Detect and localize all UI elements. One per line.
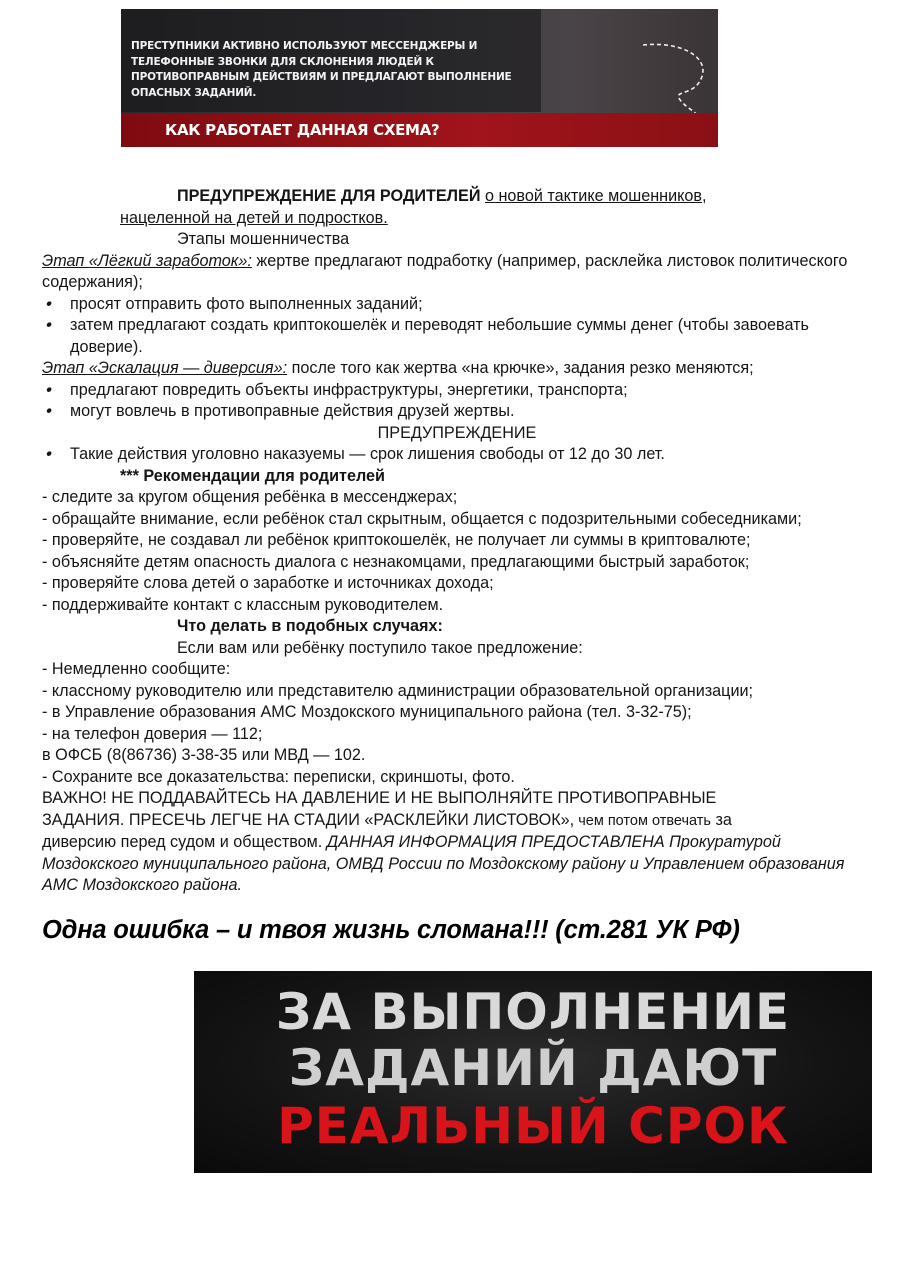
- bottom-banner-line3: РЕАЛЬНЫЙ СРОК: [277, 1097, 789, 1155]
- recommendation-item: - проверяйте слова детей о заработке и источниках дохода;: [42, 574, 494, 592]
- warning-heading: [42, 186, 872, 208]
- action-item: - на телефон доверия — 112;: [42, 724, 263, 743]
- banner-red-bar: [121, 113, 718, 147]
- action-item: - в Управление образования АМС Моздокского муниципального района (тел. 3-32-75);: [42, 703, 692, 721]
- important-info: [42, 832, 872, 897]
- warning-heading-rest-1: о новой тактике мошенников,: [484, 187, 707, 205]
- bottom-banner-line2: ЗАДАНИЙ ДАЮТ: [288, 1039, 778, 1097]
- important-line1: ВАЖНО! НЕ ПОДДАВАЙТЕСЬ НА ДАВЛЕНИЕ И НЕ ВЫПОЛНЯЙТЕ ПРОТИВОПРАВНЫЕ: [42, 789, 717, 807]
- action-item: - Сохраните все доказательства: переписки, скриншоты, фото.: [42, 767, 515, 786]
- actions-title: Что делать в подобных случаях:: [177, 617, 443, 635]
- important-line2: [42, 810, 872, 833]
- recommendation-item: - обращайте внимание, если ребёнок стал скрытным, общается с подозрительными собеседниками;: [42, 509, 802, 528]
- recommendation-item: - проверяйте, не создавал ли ребёнок криптокошелёк, не получает ли суммы в криптовалюте;: [42, 531, 751, 549]
- bottom-banner: [194, 971, 872, 1173]
- recommendation-item: - следите за кругом общения ребёнка в мессенджерах;: [42, 488, 458, 506]
- stage1-bullet: • просят отправить фото выполненных заданий;: [42, 294, 872, 316]
- action-item: - классному руководителю или представителю администрации образовательной организации;: [42, 681, 754, 700]
- stage2-label: Этап «Эскалация — диверсия»:: [42, 359, 288, 377]
- stage2-intro: [42, 358, 872, 380]
- top-banner: [121, 9, 718, 147]
- stage1-label: Этап «Лёгкий заработок»:: [42, 251, 252, 270]
- stage1-intro: [42, 251, 872, 294]
- document-body: [42, 186, 872, 897]
- warning-heading-rest-2: нацеленной на детей и подростков.: [120, 208, 388, 227]
- banner-question: КАК РАБОТАЕТ ДАННАЯ СХЕМА?: [165, 121, 440, 139]
- important-line3: диверсию перед судом и обществом.: [42, 833, 323, 851]
- caution-bullet: • Такие действия уголовно наказуемы — срок лишения свободы от 12 до 30 лет.: [42, 444, 872, 466]
- banner-intro-text: ПРЕСТУПНИКИ АКТИВНО ИСПОЛЬЗУЮТ МЕССЕНДЖЕРЫ И ТЕЛЕФОННЫЕ ЗВОНКИ ДЛЯ СКЛОНЕНИЯ ЛЮДЕЙ К ПРОТИВОПРАВНЫМ ДЕЙСТВИЯМ И ПРЕДЛАГАЮТ ВЫПОЛНЕНИЕ ОПАСНЫХ ЗАДАНИЙ.: [131, 40, 512, 99]
- important-small-tail: чем потом отвечать: [574, 812, 711, 829]
- info-credits: ДАННАЯ ИНФОРМАЦИЯ ПРЕДОСТАВЛЕНА Прокуратурой Моздокского муниципального района, ОМВД России по Моздокскому району и Управлением образования АМС Моздокского района.: [42, 833, 845, 894]
- warning-heading-bold: ПРЕДУПРЕЖДЕНИЕ ДЛЯ РОДИТЕЛЕЙ: [177, 187, 481, 205]
- recommendations-title: *** Рекомендации для родителей: [120, 466, 385, 485]
- stage1-bullet: • затем предлагают создать криптокошелёк и переводят небольшие суммы денег (чтобы завоевать доверие).: [42, 315, 872, 358]
- recommendation-item: - поддерживайте контакт с классным руководителем.: [42, 595, 444, 614]
- actions-subtitle: Если вам или ребёнку поступило такое предложение:: [177, 638, 583, 657]
- slogan: Одна ошибка – и твоя жизнь сломана!!! (ст.281 УК РФ): [42, 916, 740, 944]
- warning-heading-line2: [42, 208, 872, 230]
- stage1-text: жертве предлагают подработку (например, расклейка листовок политического содержания);: [42, 251, 848, 291]
- action-item: в ОФСБ (8(86736) 3-38-35 или МВД — 102.: [42, 746, 366, 764]
- recommendation-item: - объясняйте детям опасность диалога с незнакомцами, предлагающими быстрый заработок;: [42, 552, 750, 571]
- stages-title: Этапы мошенничества: [177, 230, 350, 248]
- action-item: - Немедленно сообщите:: [42, 660, 231, 678]
- important-tail2: за: [710, 810, 732, 829]
- stage2-bullet: • предлагают повредить объекты инфраструктуры, энергетики, транспорта;: [42, 380, 872, 402]
- stage2-text: после того как жертва «на крючке», задания резко меняются;: [287, 359, 754, 377]
- bottom-banner-line1: ЗА ВЫПОЛНЕНИЕ: [275, 983, 791, 1041]
- caution-title: ПРЕДУПРЕЖДЕНИЕ: [377, 423, 537, 442]
- important-caps2: ЗАДАНИЯ. ПРЕСЕЧЬ ЛЕГЧЕ НА СТАДИИ «РАСКЛЕЙКИ ЛИСТОВОК»,: [42, 810, 575, 829]
- stage2-bullet: • могут вовлечь в противоправные действия друзей жертвы.: [42, 401, 872, 423]
